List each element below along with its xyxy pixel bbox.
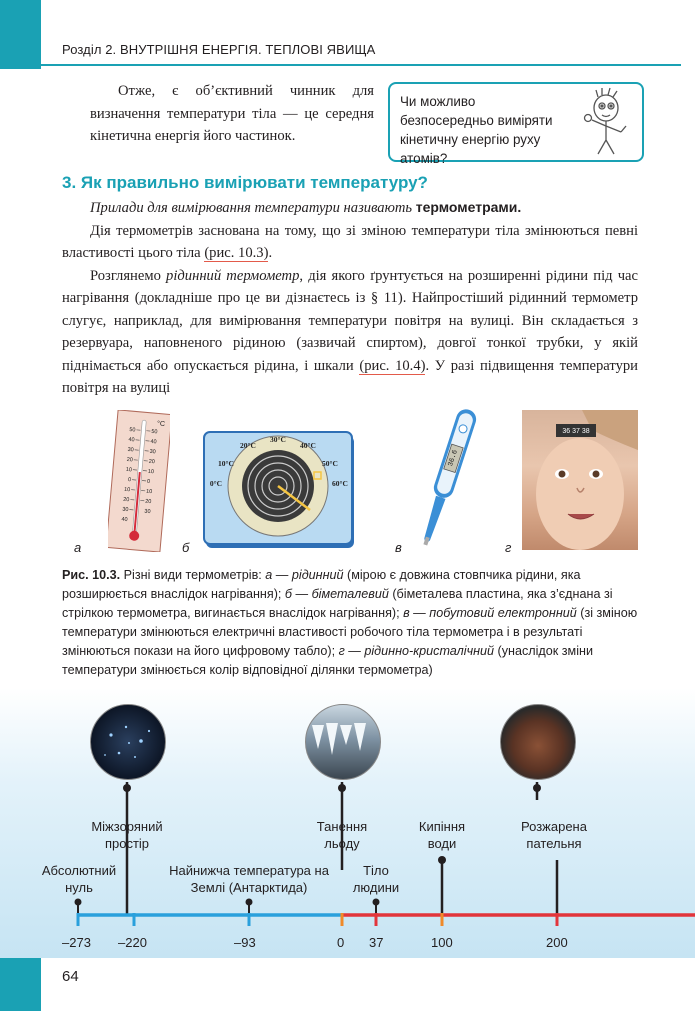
scale-left-label: 30 <box>122 506 129 514</box>
scale-right-label: 50 <box>151 428 158 436</box>
tick-200: 200 <box>546 935 568 950</box>
tick-0: 0 <box>337 935 345 950</box>
liquid-intro: Розглянемо <box>90 267 161 284</box>
body-text <box>62 196 638 400</box>
term-thermometers: термометрами. <box>415 199 522 215</box>
liquid-text: , дія якого ґрунтується на розширенні рідини під час нагрівання (докладніше про це ви дізнаєтесь із § 11). Найпростіший рідинний термометр слугує, наприклад, для вимірювання температури повітря на вулиці. Він складається з резервуара, наповненого рідиною (зазвичай спиртом), довгої тонкої трубки, у якій піднімається або опускається рідина, і шкали <box>62 267 639 374</box>
pointer-dot-absolute-zero <box>75 899 82 906</box>
dial-label: 60°C <box>332 479 348 488</box>
scale-right-label: 30 <box>149 448 156 456</box>
pointer-dot-antarctica <box>246 899 253 906</box>
dial-label: 10°C <box>218 459 234 468</box>
footer-tab <box>0 958 41 1011</box>
principle-end: . <box>268 245 273 261</box>
figure-ref-10-4[interactable]: (рис. 10.4) <box>359 357 426 374</box>
label-boiling: Кипіння води <box>418 819 466 851</box>
dial-label: 20°C <box>240 441 256 450</box>
scale-left-label: 20 <box>126 456 134 464</box>
label-lowest-earth: Найнижча температура на Землі (Антарктида) <box>169 863 329 895</box>
dial-label: 0°C <box>209 479 223 488</box>
caption-item-g: г — рідинно-кристалічний <box>338 644 495 658</box>
tick-minus-220: –220 <box>118 935 147 950</box>
scale-right-label: 20 <box>148 458 156 466</box>
scale-right-label: 0 <box>146 478 151 485</box>
label-interstellar: Міжзоряний простір <box>91 819 163 851</box>
scale-left-label: 40 <box>128 436 135 444</box>
liquid-term: рідинний термометр <box>166 267 300 284</box>
definition-text: Прилади для вимірювання температури називають <box>90 200 413 216</box>
label-absolute-zero: Абсолютний нуль <box>41 863 117 895</box>
scale-right-label: 10 <box>147 468 155 476</box>
tick-minus-93: –93 <box>234 935 256 950</box>
pointer-dot-human <box>373 899 380 906</box>
principle-text: Дія термометрів заснована на тому, що зі зміною температури тіла змінюються певні властивості цього тіла <box>62 222 638 261</box>
label-ice-melt: Танення льоду <box>316 819 368 851</box>
tick-100: 100 <box>431 935 453 950</box>
scale-left-label: 50 <box>129 426 136 434</box>
pointer-dot-boiling <box>438 856 446 864</box>
scale-left-label: 30 <box>127 446 134 454</box>
caption-item-a: а — рідинний <box>265 568 344 582</box>
intro-paragraph: Отже, є об’єктивний чинник для визначення температури тіла — це середня кінетична енергія його частинок. <box>90 83 374 144</box>
scale-right-label: 20 <box>144 498 152 506</box>
page-number: 64 <box>62 968 79 985</box>
liquid-thermometer-image <box>108 410 170 552</box>
lc-strip-text: 36 37 38 <box>562 428 590 435</box>
caption-item-v: в — побутовий електронний <box>403 606 577 620</box>
liquid-text-end: . У разі підвищення температури повітря на вулиці <box>62 357 638 396</box>
figure-label-b: б <box>182 540 190 555</box>
thermometer-unit: °C <box>156 420 166 429</box>
dial-label: 30°C <box>270 435 286 444</box>
caption-number: Рис. 10.3. <box>62 568 121 582</box>
scale-left-label: 20 <box>122 496 130 504</box>
label-human: Тіло людини <box>352 863 400 895</box>
digital-display: 36.6 <box>447 449 460 468</box>
scale-left-label: 40 <box>121 516 128 524</box>
scale-right-label: 30 <box>144 508 151 516</box>
scale-right-label: 40 <box>150 438 157 446</box>
figure-ref-10-3[interactable]: (рис. 10.3) <box>204 245 269 261</box>
pointer-dot-pan <box>533 784 541 792</box>
caption-item-b: б — біметалевий <box>284 587 389 601</box>
caption-text-3: (біметалева пластина, яка з’єднана зі стрілкою термометра, вигинається внаслідок нагрівання); <box>62 587 613 620</box>
paragraph-principle <box>62 220 638 265</box>
figure-label-a: а <box>74 540 82 555</box>
figure-caption <box>62 566 640 680</box>
paragraph-definition <box>62 196 638 220</box>
caption-text-2: (мірою є довжина стовпчика рідини, яка розширюється внаслідок нагрівання); <box>62 568 581 601</box>
mascot-illustration <box>574 86 636 156</box>
chapter-header: Розділ 2. ВНУТРІШНЯ ЕНЕРГІЯ. ТЕПЛОВІ ЯВИЩА <box>62 42 376 57</box>
tick-37: 37 <box>369 935 384 950</box>
dial-label: 40°C <box>300 441 316 450</box>
section-title: 3. Як правильно вимірювати температуру? <box>62 173 428 192</box>
pointer-dot-interstellar <box>123 784 131 792</box>
scale-left-label: 10 <box>123 486 131 494</box>
bimetallic-thermometer-image <box>200 428 358 552</box>
header-tab <box>0 0 41 69</box>
scale-right-label: 10 <box>145 488 153 496</box>
tick-minus-273: –273 <box>62 935 91 950</box>
caption-text-5: (унаслідок зміни температури змінюється колір відповідної ділянки термометра) <box>62 644 594 677</box>
caption-text-1: Різні види термометрів: <box>120 568 266 582</box>
question-text: Чи можливо безпосередньо виміряти кінетичну енергію руху атомів? <box>400 94 553 166</box>
figure-label-v: в <box>395 540 402 555</box>
baby-photo-drawing <box>522 410 638 550</box>
baby-photo <box>522 410 638 550</box>
header-rule <box>41 64 681 66</box>
paragraph-liquid <box>62 265 638 400</box>
figure-label-g: г <box>505 540 512 555</box>
scale-left-label: 10 <box>125 466 133 474</box>
pointer-dot-ice <box>338 784 346 792</box>
scale-left-label: 0 <box>127 477 132 484</box>
digital-thermometer-image <box>415 404 477 552</box>
caption-text-4: (зі зміною температури змінюються електричні властивості робочого тіла термометра і в результаті змінюються покази на його цифровому табло); <box>62 606 638 658</box>
dial-label: 50°C <box>322 459 338 468</box>
label-hot-pan: Розжарена пательня <box>521 819 587 851</box>
